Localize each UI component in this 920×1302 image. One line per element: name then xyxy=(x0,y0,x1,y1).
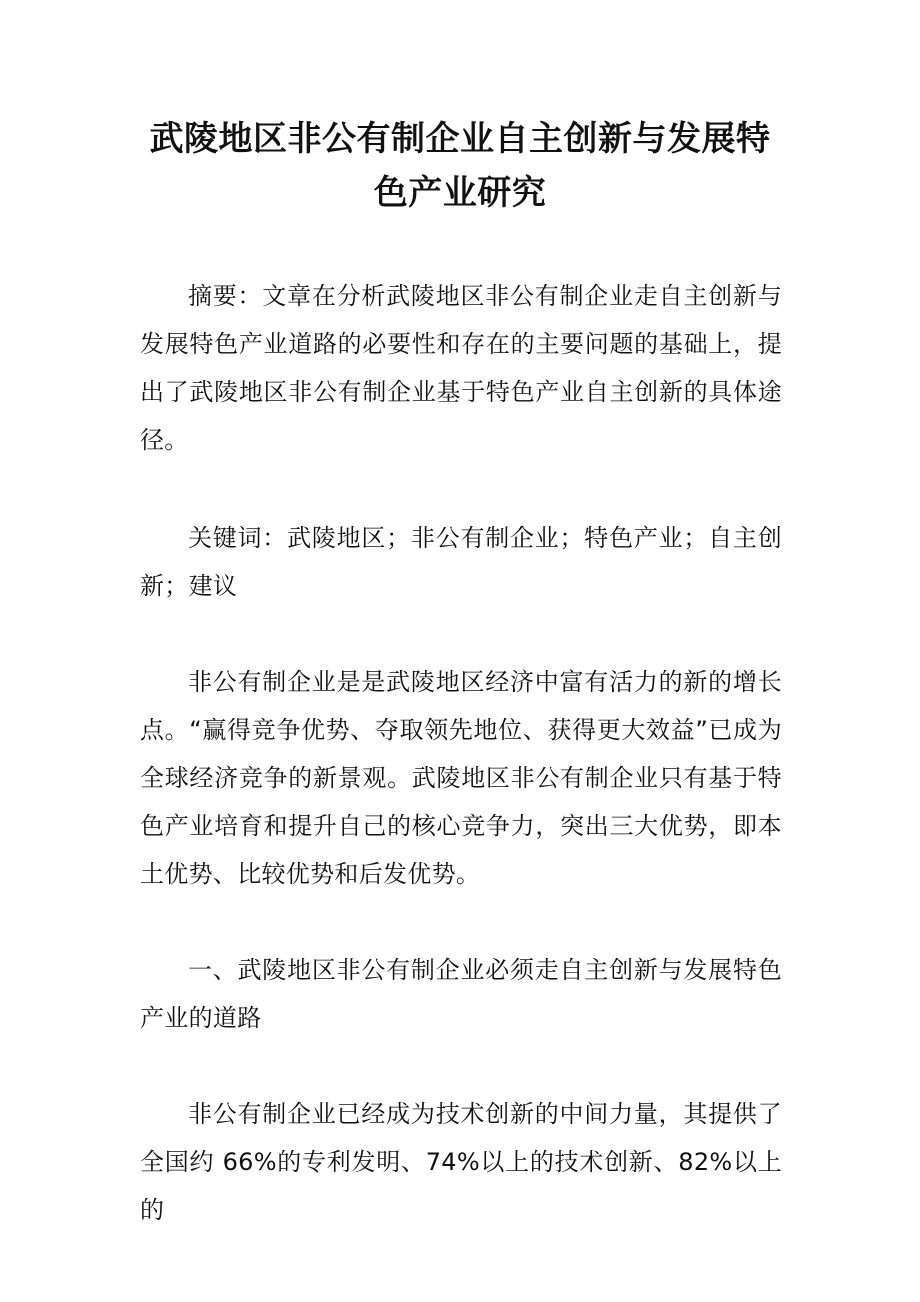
keywords-paragraph: 关键词：武陵地区；非公有制企业；特色产业；自主创新；建议 xyxy=(140,524,782,600)
document-title: 武陵地区非公有制企业自主创新与发展特色产业研究 xyxy=(149,119,771,213)
body-paragraph: 非公有制企业已经成为技术创新的中间力量，其提供了全国约 66%的专利发明、74%以上的技术创新、82%以上的 xyxy=(140,1100,782,1224)
intro-paragraph: 非公有制企业是是武陵地区经济中富有活力的新的增长点。“赢得竞争优势、夺取领先地位、获得更大效益”已成为全球经济竞争的新景观。武陵地区非公有制企业只有基于特色产业培育和提升自己的核心竞争力，突出三大优势，即本土优势、比较优势和后发优势。 xyxy=(140,668,782,888)
abstract-paragraph: 摘要：文章在分析武陵地区非公有制企业走自主创新与发展特色产业道路的必要性和存在的主要问题的基础上，提出了武陵地区非公有制企业基于特色产业自主创新的具体途径。 xyxy=(140,282,782,454)
section-heading: 一、武陵地区非公有制企业必须走自主创新与发展特色产业的道路 xyxy=(140,956,782,1032)
